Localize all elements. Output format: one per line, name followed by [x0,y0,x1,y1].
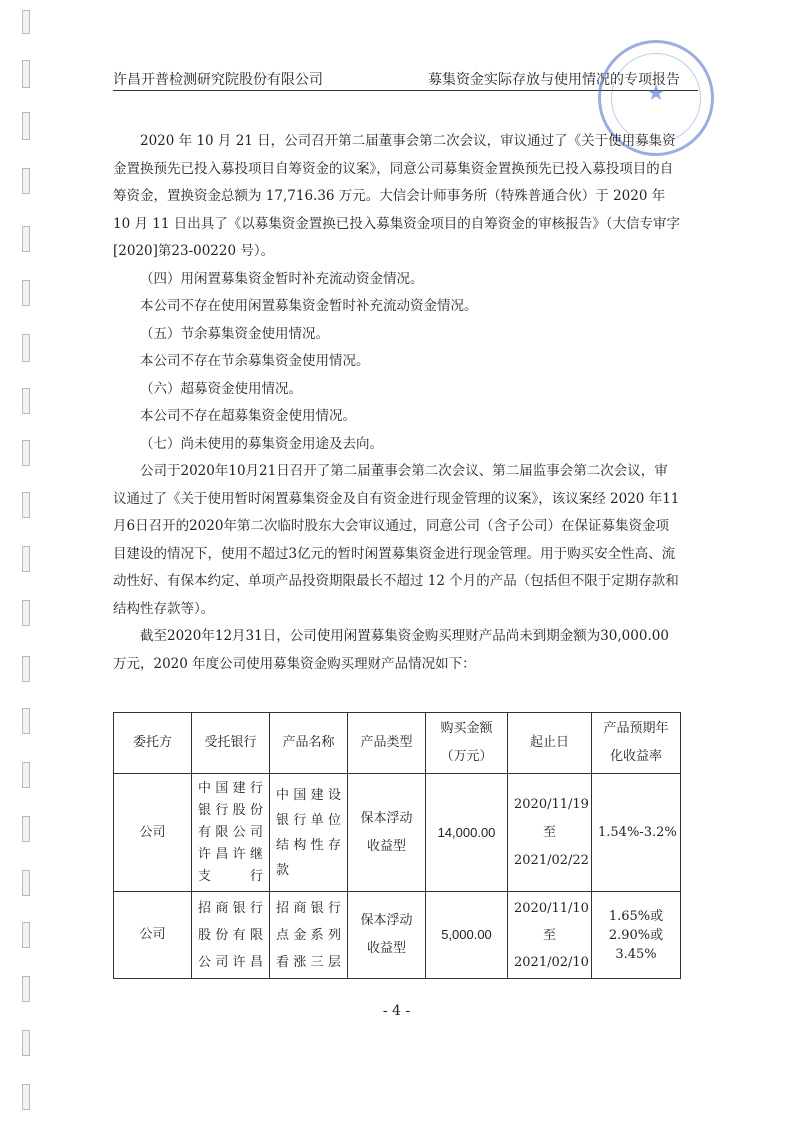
section-heading: （四）用闲置募集资金暂时补充流动资金情况。 [140,270,424,287]
paragraph: 本公司不存在超募集资金使用情况。 [140,408,356,424]
paragraph: 本公司不存在节余募集资金使用情况。 [140,353,370,369]
header-company: 许昌开普检测研究院股份有限公司 [113,72,323,88]
header-cell: 购买金额 （万元） [426,713,508,774]
table-cell: 公司 [114,774,192,892]
page-number: - 4 - [382,1003,411,1019]
table-cell: 招商银行 股份有限 公司许昌 [192,892,270,979]
header-cell: 委托方 [114,713,192,774]
table-cell: 2020/11/10 至 2021/02/10 [508,892,592,979]
table-cell: 14,000.00 [426,774,508,892]
table-cell: 招商银行 点金系列 看涨三层 [270,892,348,979]
table-cell: 保本浮动 收益型 [348,774,426,892]
section-heading: （五）节余募集资金使用情况。 [140,325,329,342]
table-cell: 1.65%或 2.90%或 3.45% [592,892,681,979]
header-report-title: 募集资金实际存放与使用情况的专项报告 [428,72,680,88]
paragraph: 本公司不存在使用闲置募集资金暂时补充流动资金情况。 [140,298,478,314]
table-row [114,774,681,892]
binding-holes [0,0,40,1123]
table-header-row [114,713,681,774]
page-header [113,67,680,89]
header-cell: 受托银行 [192,713,270,774]
table-cell: 公司 [114,892,192,979]
table-cell: 1.54%-3.2% [592,774,681,892]
paragraph: 2020 年 10 月 21 日，公司召开第二届董事会第二次会议，审议通过了《关于使用募集资金置换预先已投入募投项目自筹资金的议案》，同意公司募集资金置换预先已投入募投项目的自筹资金，置换资金总额为 17,716.36 万元。大信会计师事务所（特殊普通合伙）于 2020 年 10 月 11 日出具了《以募集资金置换已投入募集资金项目的自筹资金的审核报告》（大信专审字[2020]第23-00220 号）。 [113,133,680,259]
header-cell: 产品预期年 化收益率 [592,713,681,774]
table-cell: 5,000.00 [426,892,508,979]
section-heading: （七）尚未使用的募集资金用途及去向。 [140,435,383,452]
paragraph: 截至2020年12月31日，公司使用闲置募集资金购买理财产品尚未到期金额为30,000.00万元，2020 年度公司使用募集资金购买理财产品情况如下： [113,628,669,672]
company-seal: ★ [598,40,714,156]
section-heading: （六）超募资金使用情况。 [140,380,302,397]
table-cell: 2020/11/19 至 2021/02/22 [508,774,592,892]
header-cell: 产品类型 [348,713,426,774]
header-cell: 产品名称 [270,713,348,774]
wealth-products-table [113,712,681,979]
paragraph: 公司于2020年10月21日召开了第二届董事会第二次会议、第二届监事会第二次会议，审议通过了《关于使用暂时闲置募集资金及自有资金进行现金管理的议案》，该议案经 2020 年11月6日召开的2020年第二次临时股东大会审议通过，同意公司（含子公司）在保证募集资金项目建设的情况下，使用不超过3亿元的暂时闲置募集资金进行现金管理。用于购买安全性高、流动性好、有保本约定、单项产品投资期限最长不超过 12 个月的产品（包括但不限于定期存款和结构性存款等）。 [113,463,680,617]
table-cell: 中国建行 银行股份 有限公司 许昌许继 支行 [192,774,270,892]
table-row [114,892,681,979]
header-cell: 起止日 [508,713,592,774]
table-cell: 保本浮动 收益型 [348,892,426,979]
table-cell: 中国建设 银行单位 结构性存 款 [270,774,348,892]
document-body [113,128,680,678]
